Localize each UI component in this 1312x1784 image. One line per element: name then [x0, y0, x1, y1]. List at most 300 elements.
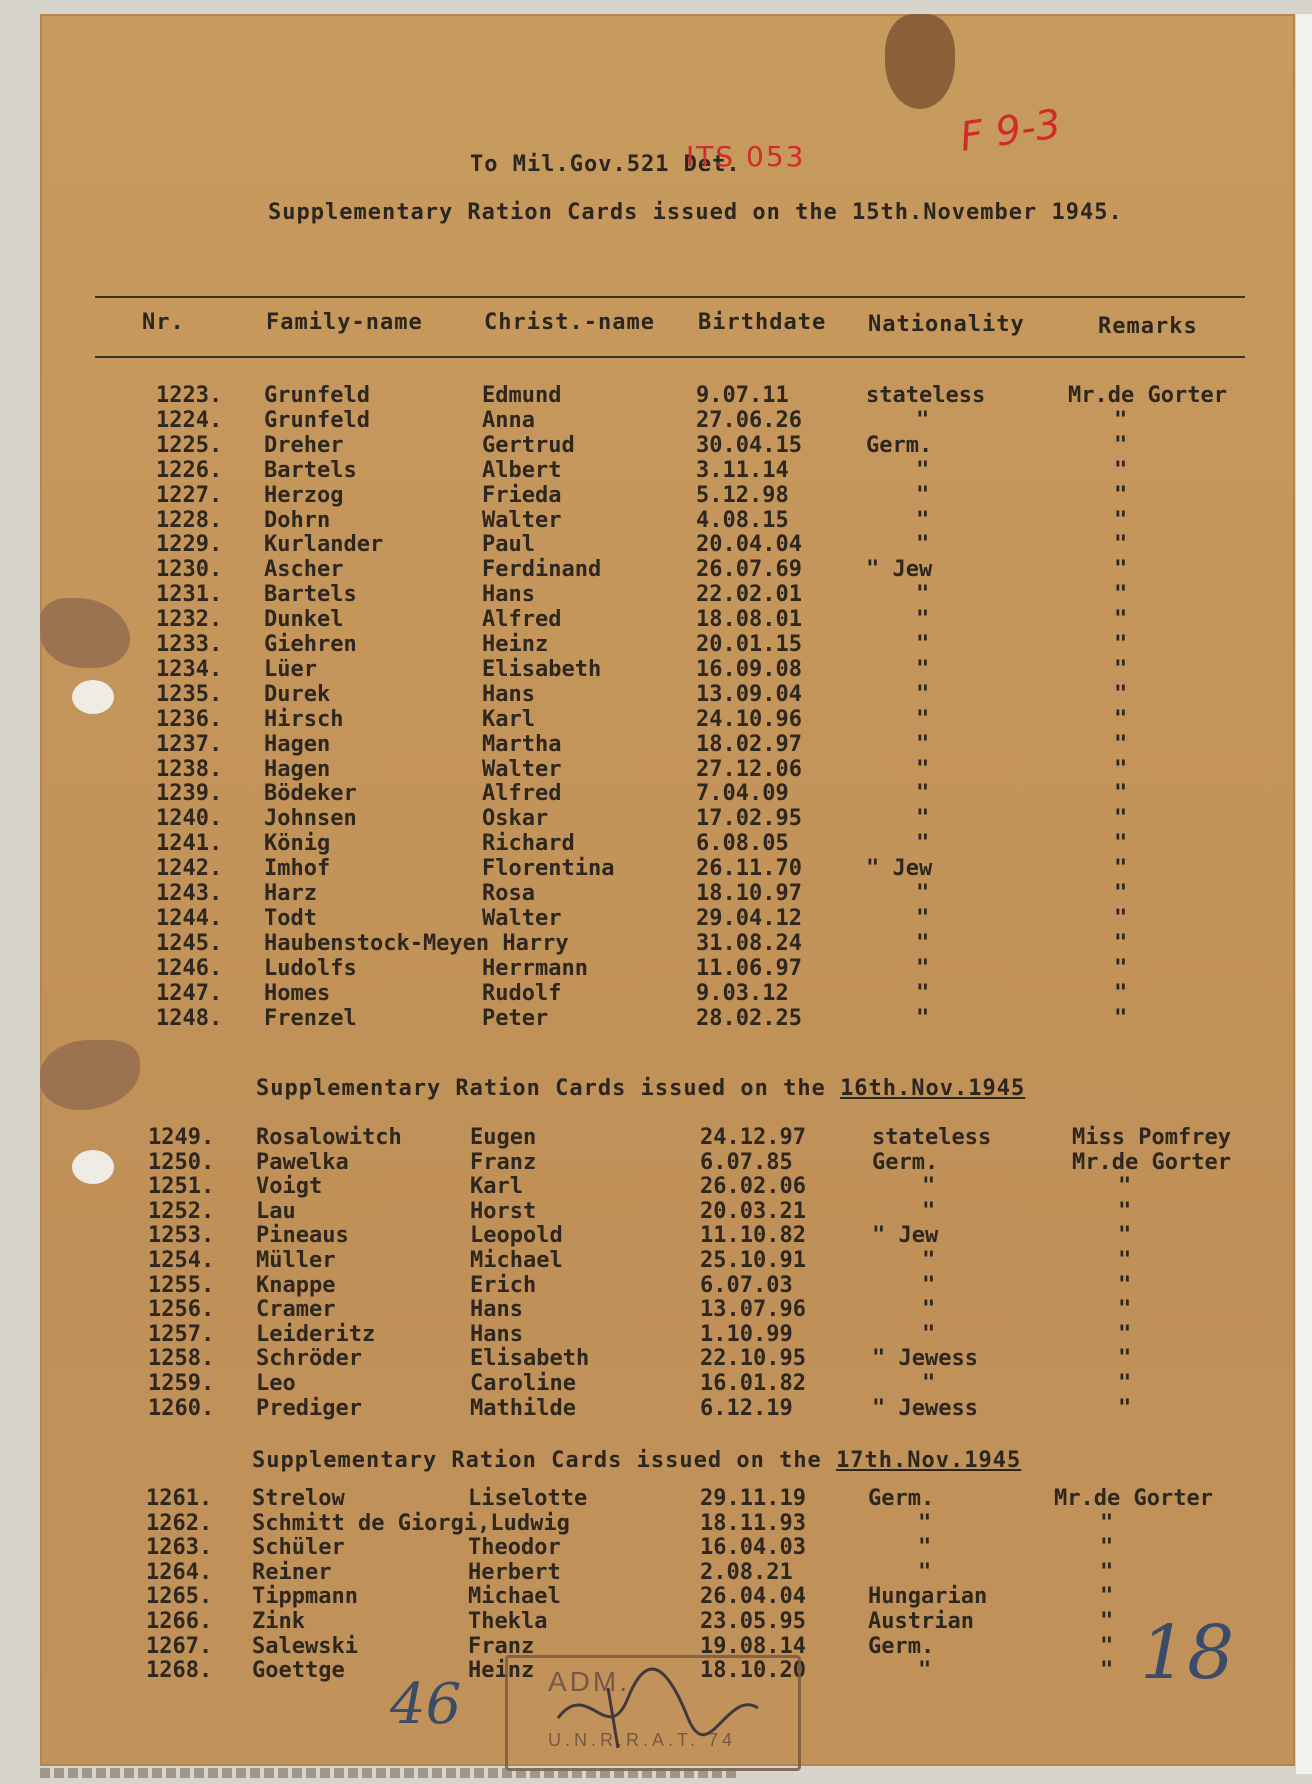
row-number: 1260. [148, 1395, 215, 1421]
family-name: Schröder [256, 1346, 362, 1372]
christian-name: Peter [482, 1005, 549, 1031]
birthdate: 9.03.12 [696, 980, 789, 1006]
row-number: 1228. [156, 507, 223, 533]
christian-name: Elisabeth [482, 656, 602, 682]
christian-name: Frieda [482, 482, 562, 508]
christian-name: Herbert [468, 1559, 561, 1585]
birthdate: 27.06.26 [696, 407, 802, 433]
christian-name: Ferdinand [482, 557, 602, 583]
row-number: 1241. [156, 831, 223, 857]
birthdate: 22.10.95 [700, 1346, 806, 1372]
row-number: 1268. [146, 1658, 213, 1684]
birthdate: 18.02.97 [696, 731, 802, 757]
family-name: Durek [264, 681, 331, 707]
family-name: Kurlander [264, 532, 384, 558]
table-row [0, 931, 1312, 956]
col-family-name: Family-name [266, 310, 423, 335]
row-number: 1243. [156, 881, 223, 906]
table-row [0, 1150, 1312, 1175]
family-name: Dohrn [264, 507, 331, 533]
table-row [0, 1584, 1312, 1609]
remarks: " [1114, 507, 1128, 533]
row-number: 1257. [148, 1321, 215, 1347]
table-row [0, 532, 1312, 557]
table-row [0, 906, 1312, 931]
remarks: " [1114, 607, 1128, 633]
christian-name: Michael [470, 1248, 563, 1273]
remarks: " [1114, 457, 1128, 483]
birthdate: 6.08.05 [696, 831, 789, 857]
nationality: " [916, 706, 930, 732]
nationality: " [916, 482, 930, 508]
birthdate: 24.10.96 [696, 706, 802, 732]
remarks: " [1118, 1248, 1132, 1273]
birthdate: 1.10.99 [700, 1321, 793, 1347]
christian-name: Gertrud [482, 432, 575, 458]
table-row [0, 408, 1312, 433]
family-name: Imhof [264, 856, 331, 882]
unrra-stamp [505, 1655, 801, 1771]
table-row [0, 1174, 1312, 1199]
row-number: 1261. [146, 1486, 213, 1511]
christian-name: Rosa [482, 881, 535, 906]
family-name: Rosalowitch [256, 1125, 402, 1150]
birthdate: 20.03.21 [700, 1198, 806, 1224]
table-row [0, 856, 1312, 881]
christian-name: Franz [468, 1633, 535, 1659]
row-number: 1244. [156, 905, 223, 931]
remarks: Miss Pomfrey [1072, 1125, 1231, 1150]
christian-name: Karl [482, 706, 535, 732]
family-name: Schmitt de Giorgi,Ludwig [252, 1510, 570, 1536]
nationality: " [918, 1535, 932, 1561]
christian-name: Paul [482, 532, 535, 558]
table-row [0, 1396, 1312, 1421]
remarks: " [1118, 1297, 1132, 1323]
table-row [0, 806, 1312, 831]
family-name: Leideritz [256, 1321, 376, 1347]
row-number: 1226. [156, 457, 223, 483]
remarks: " [1114, 806, 1128, 832]
birthdate: 23.05.95 [700, 1609, 806, 1634]
nationality: " [916, 507, 930, 533]
christian-name: Oskar [482, 806, 549, 832]
remarks: " [1114, 532, 1128, 558]
table-row [0, 383, 1312, 408]
table-row [0, 707, 1312, 732]
remarks: " [1114, 856, 1128, 882]
family-name: Homes [264, 980, 331, 1006]
row-number: 1224. [156, 407, 223, 433]
family-name: Haubenstock-Meyen Harry [264, 930, 569, 956]
table-row [0, 981, 1312, 1006]
table-row [0, 1223, 1312, 1248]
nationality: " [918, 1510, 932, 1536]
remarks: " [1114, 482, 1128, 508]
row-number: 1264. [146, 1559, 213, 1585]
nationality: " Jew [872, 1223, 939, 1249]
remarks: " [1114, 407, 1128, 433]
remarks: " [1100, 1510, 1114, 1536]
birthdate: 7.04.09 [696, 781, 789, 807]
family-name: Lau [256, 1198, 296, 1224]
birthdate: 20.04.04 [696, 532, 802, 558]
table-row [0, 607, 1312, 632]
birthdate: 26.04.04 [700, 1584, 806, 1610]
family-name: Zink [252, 1609, 305, 1634]
christian-name: Leopold [470, 1223, 563, 1249]
nationality: " [916, 607, 930, 633]
family-name: Frenzel [264, 1005, 357, 1031]
header-rule-top [95, 296, 1245, 298]
birthdate: 13.07.96 [700, 1297, 806, 1323]
christian-name: Alfred [482, 607, 562, 633]
nationality: " [922, 1321, 936, 1347]
family-name: Hirsch [264, 706, 344, 732]
birthdate: 18.10.97 [696, 881, 802, 906]
its-stamp: ITS 053 [686, 140, 806, 173]
birthdate: 13.09.04 [696, 681, 802, 707]
birthdate: 18.10.20 [700, 1658, 806, 1684]
birthdate: 6.07.85 [700, 1149, 793, 1175]
row-number: 1255. [148, 1272, 215, 1298]
nationality: Germ. [868, 1486, 935, 1511]
nationality: " [916, 831, 930, 857]
christian-name: Karl [470, 1174, 523, 1200]
christian-name: Mathilde [470, 1395, 576, 1421]
christian-name: Caroline [470, 1371, 576, 1396]
col-nationality: Nationality [868, 312, 1025, 337]
col-birthdate: Birthdate [698, 310, 827, 335]
nationality: " [916, 980, 930, 1006]
nationality: " [918, 1658, 932, 1684]
family-name: Knappe [256, 1272, 336, 1298]
row-number: 1247. [156, 980, 223, 1006]
nationality: " [916, 532, 930, 558]
family-name: Salewski [252, 1633, 358, 1659]
remarks: " [1100, 1559, 1114, 1585]
remarks: " [1118, 1198, 1132, 1224]
birthdate: 26.11.70 [696, 856, 802, 882]
family-name: Dunkel [264, 607, 344, 633]
family-name: Prediger [256, 1395, 362, 1421]
christian-name: Liselotte [468, 1486, 588, 1511]
remarks: " [1114, 731, 1128, 757]
row-number: 1223. [156, 383, 223, 408]
remarks: " [1118, 1321, 1132, 1347]
remarks: " [1114, 831, 1128, 857]
remarks: " [1114, 955, 1128, 981]
table-row [0, 1199, 1312, 1224]
family-name: Lüer [264, 656, 317, 682]
col-christian-name: Christ.-name [484, 310, 655, 335]
christian-name: Theodor [468, 1535, 561, 1561]
nationality: " [922, 1272, 936, 1298]
family-name: König [264, 831, 331, 857]
family-name: Schüler [252, 1535, 345, 1561]
birthdate: 6.07.03 [700, 1272, 793, 1298]
family-name: Grunfeld [264, 407, 370, 433]
nationality: stateless [872, 1125, 992, 1150]
nationality: " [916, 781, 930, 807]
table-row [0, 632, 1312, 657]
table-row [0, 781, 1312, 806]
row-number: 1234. [156, 656, 223, 682]
nationality: " [916, 1005, 930, 1031]
nationality: " [916, 681, 930, 707]
family-name: Dreher [264, 432, 344, 458]
christian-name: Richard [482, 831, 575, 857]
remarks: " [1114, 557, 1128, 583]
remarks: " [1114, 656, 1128, 682]
christian-name: Walter [482, 905, 562, 931]
table-row [0, 657, 1312, 682]
nationality: Germ. [872, 1149, 939, 1175]
table-row [0, 1486, 1312, 1511]
nationality: " [916, 905, 930, 931]
remarks: " [1114, 582, 1128, 608]
christian-name: Heinz [468, 1658, 535, 1684]
row-number: 1242. [156, 856, 223, 882]
row-number: 1252. [148, 1198, 215, 1224]
row-number: 1246. [156, 955, 223, 981]
row-number: 1235. [156, 681, 223, 707]
family-name: Herzog [264, 482, 344, 508]
remarks: " [1118, 1272, 1132, 1298]
table-row [0, 483, 1312, 508]
christian-name: Alfred [482, 781, 562, 807]
table-row [0, 1125, 1312, 1150]
section-heading-16-nov: Supplementary Ration Cards issued on the 16th.Nov.1945 [256, 1076, 1026, 1101]
row-number: 1233. [156, 632, 223, 657]
handwritten-number-right: 18 [1140, 1610, 1235, 1696]
christian-name: Edmund [482, 383, 562, 408]
col-nr: Nr. [142, 310, 185, 335]
nationality: " [916, 407, 930, 433]
nationality: Hungarian [868, 1584, 988, 1610]
table-row [0, 1371, 1312, 1396]
table-row [0, 1609, 1312, 1634]
nationality: " [916, 582, 930, 608]
to-line: To Mil.Gov.521 Det. [470, 152, 741, 177]
nationality: Austrian [868, 1609, 974, 1634]
table-row [0, 458, 1312, 483]
birthdate: 11.10.82 [700, 1223, 806, 1249]
remarks: Mr.de Gorter [1054, 1486, 1213, 1511]
family-name: Todt [264, 905, 317, 931]
remarks: " [1114, 432, 1128, 458]
nationality: " [916, 457, 930, 483]
birthdate: 11.06.97 [696, 955, 802, 981]
table-row [0, 831, 1312, 856]
nationality: Germ. [866, 432, 933, 458]
table-row [0, 1248, 1312, 1273]
birthdate: 26.02.06 [700, 1174, 806, 1200]
stamp-top-text: ADM. [548, 1666, 630, 1697]
table-row [0, 508, 1312, 533]
row-number: 1250. [148, 1149, 215, 1175]
remarks: " [1118, 1346, 1132, 1372]
family-name: Hagen [264, 731, 331, 757]
row-number: 1259. [148, 1371, 215, 1396]
birthdate: 4.08.15 [696, 507, 789, 533]
family-name: Bartels [264, 582, 357, 608]
row-number: 1230. [156, 557, 223, 583]
birthdate: 29.04.12 [696, 905, 802, 931]
christian-name: Eugen [470, 1125, 537, 1150]
nationality: " [922, 1174, 936, 1200]
christian-name: Michael [468, 1584, 561, 1610]
remarks: " [1114, 980, 1128, 1006]
nationality: " [922, 1371, 936, 1396]
nationality: " [916, 632, 930, 657]
nationality: " [916, 656, 930, 682]
row-number: 1256. [148, 1297, 215, 1323]
family-name: Bödeker [264, 781, 357, 807]
nationality: " Jew [866, 557, 933, 583]
row-number: 1251. [148, 1174, 215, 1200]
row-number: 1258. [148, 1346, 215, 1372]
birthdate: 27.12.06 [696, 756, 802, 782]
birthdate: 28.02.25 [696, 1005, 802, 1031]
christian-name: Hans [470, 1321, 523, 1347]
birthdate: 20.01.15 [696, 632, 802, 657]
row-number: 1237. [156, 731, 223, 757]
remarks: " [1100, 1584, 1114, 1610]
birthdate: 31.08.24 [696, 930, 802, 956]
table-row [0, 881, 1312, 906]
binder-clip [885, 14, 955, 109]
birthdate: 9.07.11 [696, 383, 789, 408]
remarks: " [1114, 756, 1128, 782]
birthdate: 24.12.97 [700, 1125, 806, 1150]
stamp-bottom-text: U.N.R.R.A.T. 74 [548, 1730, 737, 1750]
nationality: " [916, 756, 930, 782]
birthdate: 17.02.95 [696, 806, 802, 832]
row-number: 1253. [148, 1223, 215, 1249]
family-name: Harz [264, 881, 317, 906]
christian-name: Anna [482, 407, 535, 433]
row-number: 1225. [156, 432, 223, 458]
birthdate: 16.09.08 [696, 656, 802, 682]
row-number: 1245. [156, 930, 223, 956]
birthdate: 18.08.01 [696, 607, 802, 633]
birthdate: 18.11.93 [700, 1510, 806, 1536]
birthdate: 26.07.69 [696, 557, 802, 583]
remarks: " [1114, 930, 1128, 956]
table-row [0, 1273, 1312, 1298]
family-name: Grunfeld [264, 383, 370, 408]
remarks: " [1114, 881, 1128, 906]
table-row [0, 1346, 1312, 1371]
row-number: 1229. [156, 532, 223, 558]
christian-name: Rudolf [482, 980, 562, 1006]
row-number: 1240. [156, 806, 223, 832]
birthdate: 16.01.82 [700, 1371, 806, 1396]
row-number: 1254. [148, 1248, 215, 1273]
family-name: Bartels [264, 457, 357, 483]
remarks: " [1100, 1609, 1114, 1634]
table-row [0, 433, 1312, 458]
remarks: " [1114, 905, 1128, 931]
remarks: " [1100, 1633, 1114, 1659]
bottom-edge-marks [40, 1768, 740, 1778]
red-annotation: F 9-3 [957, 101, 1064, 161]
table-row [0, 1322, 1312, 1347]
table-row [0, 1535, 1312, 1560]
remarks: " [1100, 1535, 1114, 1561]
nationality: " [916, 955, 930, 981]
table-row [0, 582, 1312, 607]
row-number: 1239. [156, 781, 223, 807]
nationality: " [916, 930, 930, 956]
remarks: " [1118, 1174, 1132, 1200]
remarks: " [1114, 706, 1128, 732]
table-row [0, 557, 1312, 582]
table-row [0, 757, 1312, 782]
table-row [0, 1560, 1312, 1585]
family-name: Pawelka [256, 1149, 349, 1175]
christian-name: Elisabeth [470, 1346, 590, 1372]
nationality: " Jewess [872, 1346, 978, 1372]
family-name: Müller [256, 1248, 336, 1273]
family-name: Hagen [264, 756, 331, 782]
birthdate: 2.08.21 [700, 1559, 793, 1585]
table-row [0, 732, 1312, 757]
christian-name: Erich [470, 1272, 537, 1298]
christian-name: Herrmann [482, 955, 588, 981]
row-number: 1232. [156, 607, 223, 633]
table-row [0, 1006, 1312, 1031]
family-name: Voigt [256, 1174, 323, 1200]
birthdate: 16.04.03 [700, 1535, 806, 1561]
nationality: " [916, 731, 930, 757]
table-row [0, 956, 1312, 981]
remarks: " [1114, 1005, 1128, 1031]
family-name: Tippmann [252, 1584, 358, 1610]
document-title: Supplementary Ration Cards issued on the 15th.November 1945. [268, 200, 1123, 225]
christian-name: Walter [482, 507, 562, 533]
remarks: " [1114, 632, 1128, 657]
family-name: Ludolfs [264, 955, 357, 981]
remarks: Mr.de Gorter [1072, 1149, 1231, 1175]
header-rule-bottom [95, 356, 1245, 358]
nationality: " [916, 806, 930, 832]
nationality: " [916, 881, 930, 906]
remarks: " [1100, 1658, 1114, 1684]
birthdate: 29.11.19 [700, 1486, 806, 1511]
table-row [0, 682, 1312, 707]
christian-name: Hans [482, 681, 535, 707]
remarks: " [1118, 1395, 1132, 1421]
family-name: Leo [256, 1371, 296, 1396]
christian-name: Albert [482, 457, 562, 483]
family-name: Goettge [252, 1658, 345, 1684]
birthdate: 25.10.91 [700, 1248, 806, 1273]
table-row [0, 1297, 1312, 1322]
nationality: " [918, 1559, 932, 1585]
row-number: 1263. [146, 1535, 213, 1561]
birthdate: 30.04.15 [696, 432, 802, 458]
row-number: 1231. [156, 582, 223, 608]
row-number: 1249. [148, 1125, 215, 1150]
section-heading-17-nov: Supplementary Ration Cards issued on the 17th.Nov.1945 [252, 1448, 1022, 1473]
remarks: Mr.de Gorter [1068, 383, 1227, 408]
christian-name: Heinz [482, 632, 549, 657]
birthdate: 19.08.14 [700, 1633, 806, 1659]
christian-name: Hans [482, 582, 535, 608]
christian-name: Franz [470, 1149, 537, 1175]
